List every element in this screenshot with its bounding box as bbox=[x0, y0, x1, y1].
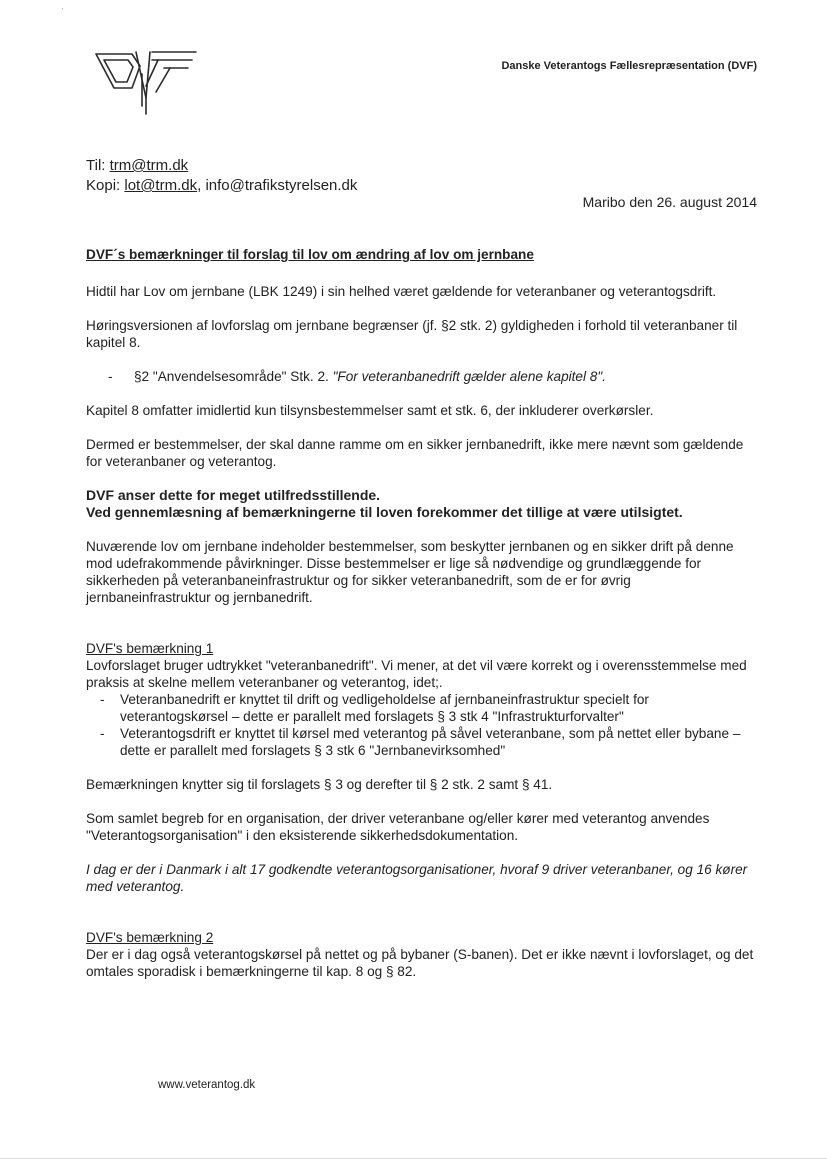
paragraph-7: Som samlet begreb for en organisation, der driver veteranbane og/eller kører med veterantog anvendes "Veterantogsorganisation" i den eksisterende sikkerhedsdokumentation. bbox=[86, 811, 710, 843]
recipients-block bbox=[86, 156, 357, 196]
paragraph-4: Dermed er bestemmelser, der skal danne ramme om en sikker jernbanedrift, ikke mere nævnt som gældende for veteranbaner og veterantog. bbox=[86, 437, 744, 469]
cc-label: Kopi: bbox=[86, 177, 125, 194]
to-email-link[interactable]: trm@trm.dk bbox=[109, 157, 189, 174]
remark-1-intro: Lovforslaget bruger udtrykket "veteranbanedrift". Vi mener, at det vil være korrekt og i overensstemmelse med praksis at skelne mellem veteranbaner og veterantog, idet;. bbox=[86, 658, 747, 690]
letter-body bbox=[86, 246, 758, 980]
paragraph-2: Høringsversionen af lovforslag om jernbane begrænser (jf. §2 stk. 2) gyldigheden i forhold til veteranbaner til kapitel 8. bbox=[86, 318, 738, 350]
paragraph-5: Nuværende lov om jernbane indeholder bestemmelser, som beskytter jernbanen og en sikker drift på denne mod udefrakommende påvirkninger. Disse bestemmelser er lige så nødvendige og grundlæggende for sikkerheden på veteranbaneinfrastruktur og for sikker veteranbanedrift, som de er for øvrig jernbaneinfrastruktur og jernbanedrift. bbox=[86, 539, 734, 605]
list-item: - Veteranbanedrift er knyttet til drift og vedligeholdelse af jernbaneinfrastruktur specielt for veterantogskørsel – dette er parallelt med forslagets § 3 stk 4 "Infrastrukturforvalter" bbox=[86, 691, 758, 725]
remark-1-list bbox=[86, 691, 758, 759]
remark-2-text: Der er i dag også veterantogskørsel på nettet og på bybaner (S-banen). Det er ikke nævnt i lovforslaget, og det omtales sporadisk i bemærkningerne til kap. 8 og § 82. bbox=[86, 947, 754, 979]
cc-separator: , bbox=[197, 177, 206, 194]
dvf-logo-icon bbox=[92, 46, 200, 118]
remark-2-heading: DVF's bemærkning 2 bbox=[86, 930, 214, 945]
cc-email-link-1[interactable]: lot@trm.dk bbox=[124, 177, 198, 194]
cc-email-2: info@trafikstyrelsen.dk bbox=[205, 177, 358, 194]
to-line bbox=[86, 156, 357, 176]
footer-url: www.veterantog.dk bbox=[158, 1079, 256, 1091]
bottom-rule bbox=[0, 1158, 827, 1159]
paragraph-3: Kapitel 8 omfatter imidlertid kun tilsynsbestemmelser samt et stk. 6, der inkluderer overkørsler. bbox=[86, 403, 654, 418]
cc-line bbox=[86, 176, 357, 196]
to-label: Til: bbox=[86, 157, 110, 174]
paragraph-1: Hidtil har Lov om jernbane (LBK 1249) i sin helhed været gældende for veteranbaner og veterantogsdrift. bbox=[86, 284, 717, 299]
letter-date: Maribo den 26. august 2014 bbox=[582, 194, 757, 210]
bullet-italic-quote: "For veteranbanedrift gælder alene kapitel 8". bbox=[332, 369, 606, 384]
remark-1-heading: DVF's bemærkning 1 bbox=[86, 641, 214, 656]
bold-statement-1: DVF anser dette for meget utilfredsstillende. bbox=[86, 487, 381, 503]
list-item bbox=[86, 368, 758, 385]
scan-speck bbox=[62, 8, 63, 9]
bullet-plain-text: §2 "Anvendelsesområde" Stk. 2. bbox=[134, 369, 333, 384]
list-item: - Veterantogsdrift er knyttet til kørsel med veterantog på såvel veteranbane, som på nettet eller bybane – dette er parallelt med forslagets § 3 stk 6 "Jernbanevirksomhed" bbox=[86, 725, 758, 759]
bold-statement-2: Ved gennemlæsning af bemærkningerne til loven forekommer det tillige at være utilsigtet. bbox=[86, 504, 683, 520]
document-title: DVF´s bemærkninger til forslag til lov om ændring af lov om jernbane bbox=[86, 247, 534, 262]
paragraph-8-italic: I dag er der i Danmark i alt 17 godkendte veterantogsorganisationer, hvoraf 9 driver veteranbaner, og 16 kører med veterantog. bbox=[86, 862, 748, 894]
paragraph-6: Bemærkningen knytter sig til forslagets § 3 og derefter til § 2 stk. 2 samt § 41. bbox=[86, 777, 553, 792]
organization-name: Danske Veterantogs Fællesrepræsentation (DVF) bbox=[501, 60, 757, 72]
quote-list bbox=[86, 368, 758, 385]
